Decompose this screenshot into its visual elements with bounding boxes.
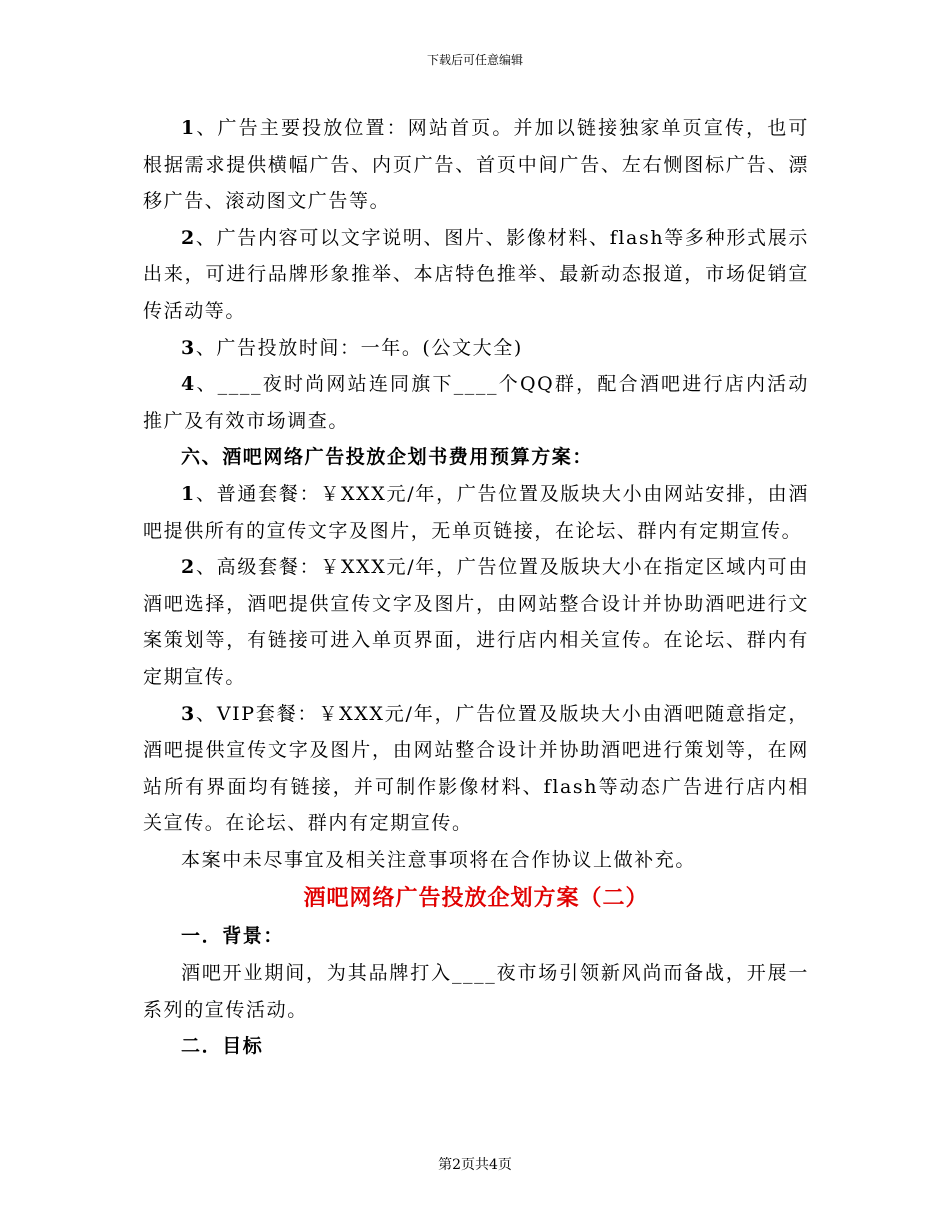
paragraph-basic-package xyxy=(143,476,809,549)
paragraph-text: 、普通套餐：￥XXX元/年，广告位置及版块大小由网站安排，由酒吧提供所有的宣传文字及图片，无单页链接，在论坛、群内有定期宣传。 xyxy=(143,482,809,542)
paragraph-background: 酒吧开业期间，为其品牌打入____夜市场引领新风尚而备战，开展一系列的宣传活动。 xyxy=(143,962,809,1021)
item-number: 4 xyxy=(181,373,196,396)
paragraph-text: 、高级套餐：￥XXX元/年，广告位置及版块大小在指定区域内可由酒吧选择，酒吧提供宣传文字及图片，由网站整合设计并协助酒吧进行文案策划等，有链接可进入单页界面，进行店内相关宣传。在论坛、群内有定期宣传。 xyxy=(143,556,809,688)
document-title-part-two: 酒吧网络广告投放企划方案（二） xyxy=(303,885,649,912)
item-number: 3 xyxy=(181,702,196,725)
paragraph-ad-content xyxy=(143,220,809,330)
paragraph-advanced-package xyxy=(143,549,809,695)
paragraph-closing-note: 本案中未尽事宜及相关注意事项将在合作协议上做补充。 xyxy=(181,848,697,871)
page-header-note: 下载后可任意编辑 xyxy=(426,53,523,67)
document-body xyxy=(143,110,809,1065)
page-number-footer: 第2页共4页 xyxy=(438,1157,512,1173)
paragraph-vip-package xyxy=(143,696,809,842)
item-number: 3 xyxy=(181,336,196,359)
paragraph-text: 、广告主要投放位置：网站首页。并加以链接独家单页宣传，也可根据需求提供横幅广告、内页广告、首页中间广告、左右恻图标广告、漂移广告、滚动图文广告等。 xyxy=(143,117,809,213)
paragraph-text: 、广告内容可以文字说明、图片、影像材料、flash等多种形式展示出来，可进行品牌形象推举、本店特色推举、最新动态报道，市场促销宣传活动等。 xyxy=(143,226,809,322)
section-heading-goal: 二．目标 xyxy=(181,1035,264,1058)
item-number: 1 xyxy=(181,482,196,505)
paragraph-text: 、VIP套餐：￥XXX元/年，广告位置及版块大小由酒吧随意指定，酒吧提供宣传文字及图片，由网站整合设计并协助酒吧进行策划等，在网站所有界面均有链接，并可制作影像材料、flash等动态广告进行店内相关宣传。在论坛、群内有定期宣传。 xyxy=(143,702,809,835)
paragraph-qq-groups xyxy=(143,366,809,439)
section-heading-budget: 六、酒吧网络广告投放企划书费用预算方案： xyxy=(181,446,594,469)
section-heading-background: 一．背景： xyxy=(181,925,285,948)
paragraph-text: 、广告投放时间：一年。(公文大全) xyxy=(195,336,523,359)
paragraph-ad-duration xyxy=(143,330,809,367)
paragraph-text: 、____夜时尚网站连同旗下____个QQ群，配合酒吧进行店内活动推广及有效市场调查。 xyxy=(143,373,809,432)
item-number: 2 xyxy=(181,226,196,249)
item-number: 1 xyxy=(181,117,196,139)
paragraph-ad-position xyxy=(143,110,809,220)
item-number: 2 xyxy=(181,556,196,579)
